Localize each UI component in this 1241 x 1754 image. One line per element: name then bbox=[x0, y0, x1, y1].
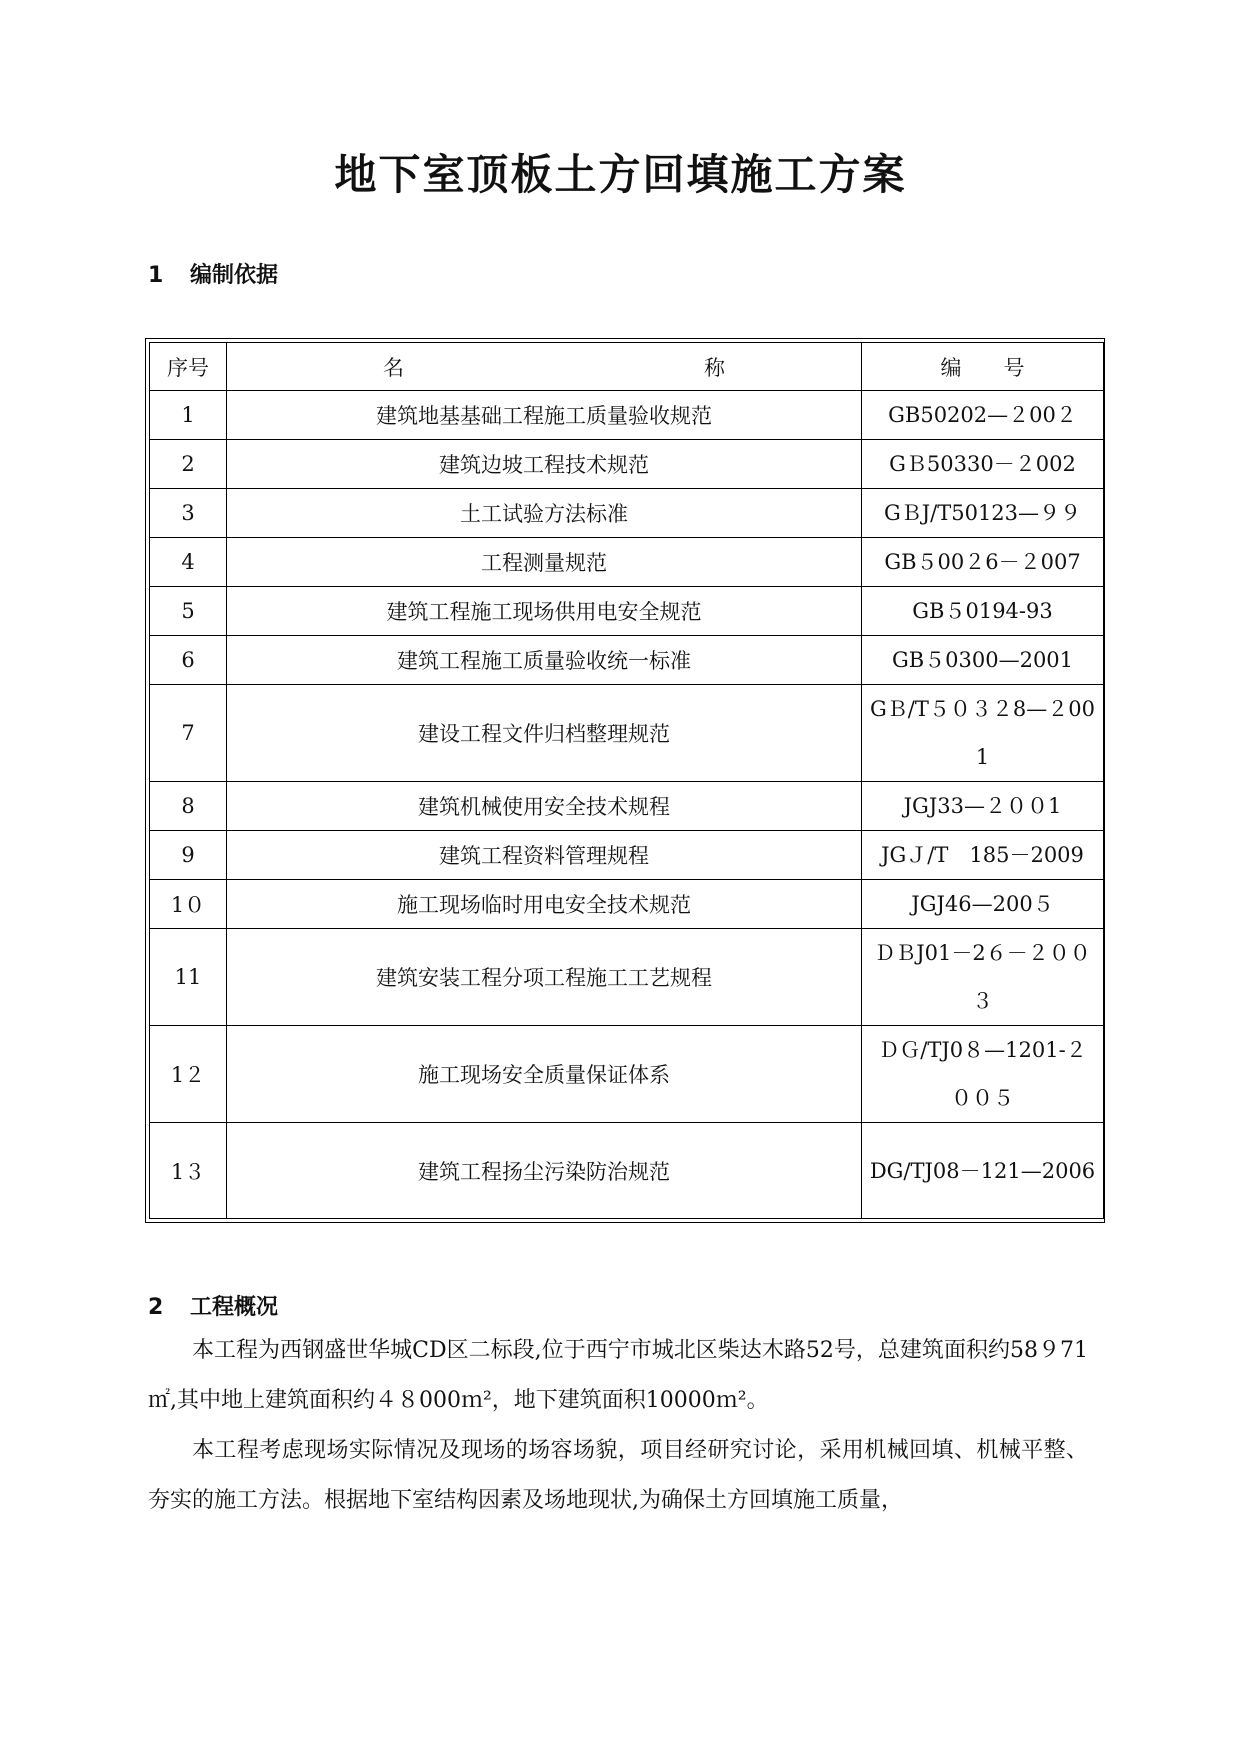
row-code: GB５0194-93 bbox=[862, 587, 1104, 636]
row-name: 建筑工程施工质量验收统一标准 bbox=[227, 636, 862, 685]
section-heading-1 bbox=[148, 258, 278, 289]
row-code: JGＪ/T 185－2009 bbox=[862, 831, 1104, 880]
row-seq: 4 bbox=[150, 538, 227, 587]
row-code: GB５00２6－２007 bbox=[862, 538, 1104, 587]
row-seq: 11 bbox=[150, 929, 227, 1026]
table-row bbox=[150, 929, 1104, 1026]
table-row bbox=[150, 538, 1104, 587]
row-code: GＢJ/T50123—９９ bbox=[862, 489, 1104, 538]
row-seq: 9 bbox=[150, 831, 227, 880]
row-seq: 1３ bbox=[150, 1123, 227, 1219]
row-code: ＤＧ/TJ0８—1201-２００５ bbox=[862, 1026, 1104, 1123]
row-name: 建设工程文件归档整理规范 bbox=[227, 685, 862, 782]
row-seq: 2 bbox=[150, 440, 227, 489]
header-name-left: 名 bbox=[383, 355, 404, 380]
row-name: 建筑工程施工现场供用电安全规范 bbox=[227, 587, 862, 636]
table-row bbox=[150, 880, 1104, 929]
row-name: 土工试验方法标准 bbox=[227, 489, 862, 538]
row-name: 建筑机械使用安全技术规程 bbox=[227, 782, 862, 831]
table-row bbox=[150, 489, 1104, 538]
row-code: DG/TJ08－121—2006 bbox=[862, 1123, 1104, 1219]
page-title: 地下室顶板土方回填施工方案 bbox=[334, 150, 907, 199]
row-seq: 5 bbox=[150, 587, 227, 636]
table-row bbox=[150, 1123, 1104, 1219]
standards-table bbox=[145, 338, 1105, 1223]
row-seq: 7 bbox=[150, 685, 227, 782]
table-row bbox=[150, 685, 1104, 782]
overview-paragraph-1: 本工程为西钢盛世华城CD区二标段,位于西宁市城北区柴达木路52号，总建筑面积约58９71㎡,其中地上建筑面积约４８000ｍ²，地下建筑面积10000ｍ²。 bbox=[148, 1338, 1088, 1413]
row-name: 施工现场临时用电安全技术规范 bbox=[227, 880, 862, 929]
header-seq: 序号 bbox=[150, 343, 227, 391]
table-row bbox=[150, 440, 1104, 489]
table-row bbox=[150, 782, 1104, 831]
header-name-right: 称 bbox=[704, 355, 725, 380]
table-row bbox=[150, 1026, 1104, 1123]
row-name: 建筑安装工程分项工程施工工艺规程 bbox=[227, 929, 862, 1026]
row-code: GB50202—２00２ bbox=[862, 391, 1104, 440]
section-number: 1 bbox=[148, 263, 164, 288]
table-row bbox=[150, 391, 1104, 440]
row-seq: 8 bbox=[150, 782, 227, 831]
section-title: 编制依据 bbox=[190, 263, 279, 288]
table-row bbox=[150, 587, 1104, 636]
row-code: GB５0300—2001 bbox=[862, 636, 1104, 685]
row-name: 建筑边坡工程技术规范 bbox=[227, 440, 862, 489]
row-name: 工程测量规范 bbox=[227, 538, 862, 587]
overview-paragraph-2: 本工程考虑现场实际情况及现场的场容场貌，项目经研究讨论，采用机械回填、机械平整、夯实的施工方法。根据地下室结构因素及场地现状,为确保土方回填施工质量， bbox=[148, 1438, 1088, 1513]
row-code: JGJ46—200５ bbox=[862, 880, 1104, 929]
section-heading-2 bbox=[148, 1290, 278, 1321]
row-name: 施工现场安全质量保证体系 bbox=[227, 1026, 862, 1123]
row-code: JGJ33—２００1 bbox=[862, 782, 1104, 831]
row-seq: 6 bbox=[150, 636, 227, 685]
row-seq: 1２ bbox=[150, 1026, 227, 1123]
section-number: 2 bbox=[148, 1295, 164, 1320]
table-header-row bbox=[150, 343, 1104, 391]
section-title: 工程概况 bbox=[190, 1295, 279, 1320]
row-code: ＤＢJ01－2６－２００３ bbox=[862, 929, 1104, 1026]
table-row bbox=[150, 831, 1104, 880]
row-name: 建筑工程资料管理规程 bbox=[227, 831, 862, 880]
row-code: GＢ/T５０３２8—２001 bbox=[862, 685, 1104, 782]
row-seq: 1０ bbox=[150, 880, 227, 929]
row-name: 建筑工程扬尘污染防治规范 bbox=[227, 1123, 862, 1219]
row-seq: 3 bbox=[150, 489, 227, 538]
header-code: 编 号 bbox=[862, 343, 1104, 391]
table-row bbox=[150, 636, 1104, 685]
header-name bbox=[227, 343, 862, 391]
row-seq: 1 bbox=[150, 391, 227, 440]
row-name: 建筑地基基础工程施工质量验收规范 bbox=[227, 391, 862, 440]
row-code: GＢ50330－２002 bbox=[862, 440, 1104, 489]
